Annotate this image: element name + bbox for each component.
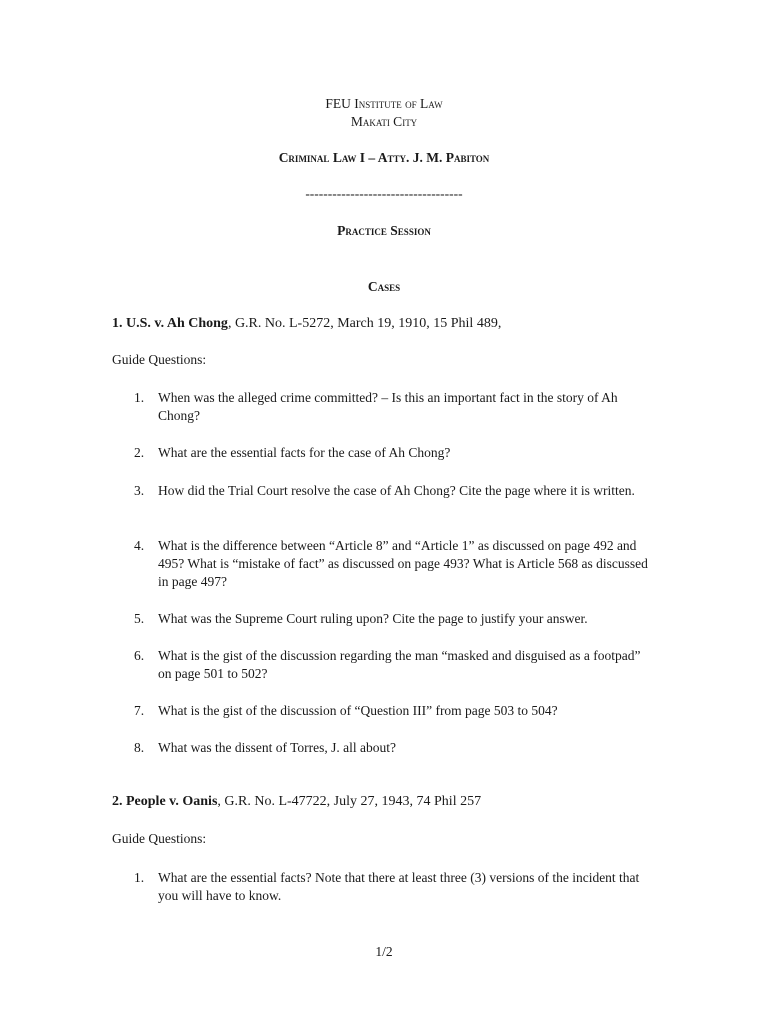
case-citation: , G.R. No. L-47722, July 27, 1943, 74 Phil 257 [217, 794, 482, 809]
list-item [134, 482, 654, 500]
question-number: 4. [134, 538, 145, 553]
section-title: Cases [367, 279, 401, 294]
guide-questions-label: Guide Questions: [112, 352, 207, 367]
course-title: Criminal Law I – Atty. J. M. Pabiton [278, 150, 490, 165]
case-citation: , G.R. No. L-5272, March 19, 1910, 15 Phil 489, [227, 316, 502, 331]
page-number: 1/2 [375, 944, 393, 959]
question-text: How did the Trial Court resolve the case of Ah Chong? Cite the page where it is written. [158, 483, 635, 498]
question-number: 8. [134, 740, 145, 755]
question-number: 1. [134, 390, 145, 405]
question-text: What is the gist of the discussion of “Question III” from page 503 to 504? [158, 703, 558, 718]
case-number: 2. [112, 794, 123, 809]
guide-questions-label: Guide Questions: [112, 831, 207, 846]
list-item [134, 610, 654, 628]
question-text: What was the dissent of Torres, J. all about? [158, 740, 396, 755]
question-text: What are the essential facts for the case of Ah Chong? [158, 445, 451, 460]
question-number: 2. [134, 445, 145, 460]
question-number: 1. [134, 870, 145, 885]
question-number: 5. [134, 611, 145, 626]
case-name: People v. Oanis [126, 794, 218, 809]
list-item [134, 702, 654, 720]
question-number: 3. [134, 483, 145, 498]
case-number: 1. [112, 316, 123, 331]
question-text: What was the Supreme Court ruling upon? Cite the page to justify your answer. [158, 611, 588, 626]
question-text: What are the essential facts? Note that there at least three (3) versions of the incident that you will have to know. [158, 870, 640, 903]
question-text: When was the alleged crime committed? – Is this an important fact in the story of Ah Chong? [158, 390, 618, 423]
case-heading [112, 794, 481, 810]
question-number: 7. [134, 703, 145, 718]
question-text: What is the difference between “Article 8” and “Article 1” as discussed on page 492 and 495? What is “mistake of fact” as discussed on page 493? What is Article 568 as discussed in page 497? [158, 538, 648, 589]
question-number: 6. [134, 648, 145, 663]
case-name: U.S. v. Ah Chong [126, 316, 228, 331]
list-item [134, 389, 654, 425]
list-item [134, 739, 654, 757]
divider-line: ----------------------------------- [305, 186, 463, 201]
case-heading [112, 316, 501, 332]
question-text: What is the gist of the discussion regarding the man “masked and disguised as a footpad” on page 501 to 502? [158, 648, 641, 681]
session-title: Practice Session [337, 223, 431, 238]
list-item [134, 537, 654, 591]
institution-city: Makati City [350, 114, 418, 129]
list-item [134, 647, 654, 683]
institution-name: FEU Institute of Law [325, 96, 443, 111]
list-item [134, 444, 654, 462]
list-item [134, 869, 654, 905]
